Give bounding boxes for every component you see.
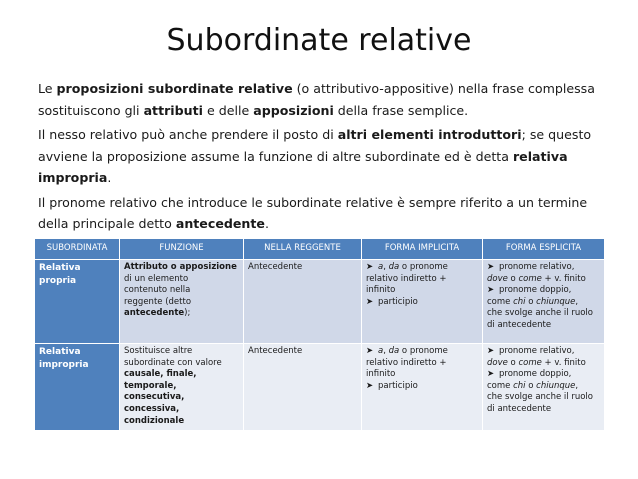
cell-line xyxy=(487,381,600,393)
italic-text: a xyxy=(378,262,384,272)
text: come xyxy=(487,296,514,307)
text: participio xyxy=(378,380,418,391)
text: pronome relativo, xyxy=(499,262,575,272)
cell-funzione xyxy=(120,344,244,431)
cell-line: causale, finale, xyxy=(124,369,197,380)
cell-esplicita xyxy=(483,260,605,344)
cell-line xyxy=(124,308,239,320)
cell-line: di antecedente xyxy=(487,403,552,414)
text: participio xyxy=(378,296,418,307)
cell-line xyxy=(487,369,600,381)
cell-line: relativo indiretto + xyxy=(366,357,447,368)
italic-text: come xyxy=(518,273,542,284)
paragraph-2 xyxy=(38,124,613,189)
cell-line: Sostituisce altre xyxy=(124,346,193,356)
cell-line: Attributo o apposizione xyxy=(124,262,237,272)
bold-text: attributi xyxy=(143,102,203,118)
cell-line xyxy=(487,297,600,309)
cell-subordinata xyxy=(35,260,120,344)
cell-line: di antecedente xyxy=(487,319,552,330)
cell-reggente: Antecedente xyxy=(244,260,362,344)
text: Il nesso relativo può anche prendere il posto di xyxy=(38,127,338,142)
cell-line: reggente (detto xyxy=(124,296,192,307)
text: e delle xyxy=(202,102,254,118)
slide-title: Subordinate relative xyxy=(166,23,472,58)
text: pronome doppio, xyxy=(499,369,572,380)
cell-line xyxy=(366,381,478,393)
cell-line xyxy=(487,262,600,274)
arrow-bullet-icon: ➤ xyxy=(366,346,374,356)
text: ; se questo avviene la proposizione assume la funzione di altre subordinate ed è detta xyxy=(38,127,592,164)
cell-line: impropria xyxy=(39,360,89,370)
text: Il pronome relativo che introduce le subordinate relative è sempre riferito a un termine della principale detto xyxy=(38,194,588,231)
cell-line: infinito xyxy=(366,369,396,380)
arrow-bullet-icon: ➤ xyxy=(487,285,495,296)
arrow-bullet-icon: ➤ xyxy=(487,346,495,356)
cell-line: Relativa xyxy=(39,347,81,357)
italic-text: come xyxy=(518,357,542,368)
cell-line: di un elemento xyxy=(124,273,189,284)
cell-line: Relativa xyxy=(39,263,81,273)
header-funzione: FUNZIONE xyxy=(120,239,244,260)
bold-text: relativa impropria xyxy=(38,148,568,185)
text: , xyxy=(575,296,579,307)
text: o xyxy=(525,380,537,391)
cell-line: propria xyxy=(39,276,77,286)
bold-text: apposizioni xyxy=(253,102,334,118)
cell-subordinata xyxy=(35,344,120,431)
italic-text: chi xyxy=(513,296,526,307)
cell-line xyxy=(487,285,600,297)
italic-text: da xyxy=(388,262,400,272)
cell-line: subordinate con valore xyxy=(124,357,222,368)
bold-text: proposizioni subordinate relative xyxy=(56,81,293,96)
italic-text: da xyxy=(388,346,400,356)
text: o xyxy=(507,273,519,284)
arrow-bullet-icon: ➤ xyxy=(487,262,495,272)
text: pronome relativo, xyxy=(499,346,575,356)
header-forma-implicita: FORMA IMPLICITA xyxy=(362,239,483,260)
text: (o attributivo-appositive) nella frase complessa sostituiscono gli xyxy=(38,81,595,118)
text: Le xyxy=(38,81,57,96)
paragraph-3 xyxy=(38,192,613,235)
header-nella-reggente: NELLA REGGENTE xyxy=(244,239,362,260)
table-row xyxy=(35,260,605,344)
text: + v. finito xyxy=(541,273,586,284)
cell-esplicita xyxy=(483,344,605,431)
italic-text: dove xyxy=(487,357,508,368)
cell-line xyxy=(366,262,478,274)
slide-body xyxy=(38,78,613,238)
cell-line: relativo indiretto + xyxy=(366,273,447,284)
cell-line: temporale, consecutiva, xyxy=(124,380,185,403)
text: pronome doppio, xyxy=(499,285,572,296)
cell-reggente: Antecedente xyxy=(244,344,362,431)
text: della frase semplice. xyxy=(333,102,469,118)
bold-text: antecedente xyxy=(124,308,185,319)
relative-clauses-table xyxy=(34,238,605,431)
text: . xyxy=(264,216,269,231)
arrow-bullet-icon: ➤ xyxy=(366,296,374,307)
cell-line: che svolge anche il ruolo xyxy=(487,392,593,403)
arrow-bullet-icon: ➤ xyxy=(366,380,374,391)
text: + v. finito xyxy=(541,357,586,368)
cell-line xyxy=(366,297,478,309)
cell-implicita xyxy=(362,260,483,344)
table-header-row xyxy=(35,239,605,260)
text: o xyxy=(507,357,519,368)
bold-text: antecedente xyxy=(175,216,265,231)
text: o pronome xyxy=(399,262,448,272)
cell-line xyxy=(487,274,600,286)
table-row xyxy=(35,344,605,431)
text: , xyxy=(575,380,579,391)
bold-text: altri elementi introduttori xyxy=(337,127,522,142)
header-forma-esplicita: FORMA ESPLICITA xyxy=(483,239,605,260)
cell-line xyxy=(487,346,600,358)
text: . xyxy=(107,170,112,185)
cell-line: che svolge anche il ruolo xyxy=(487,308,593,319)
cell-implicita xyxy=(362,344,483,431)
text: , xyxy=(383,262,389,272)
italic-text: dove xyxy=(487,273,508,284)
cell-line: contenuto nella xyxy=(124,285,191,296)
cell-funzione xyxy=(120,260,244,344)
italic-text: chiunque xyxy=(536,296,576,307)
text: o xyxy=(525,296,537,307)
italic-text: chi xyxy=(513,380,526,391)
italic-text: chiunque xyxy=(536,380,576,391)
cell-line: concessiva, condizionale xyxy=(124,403,185,426)
cell-line: infinito xyxy=(366,285,396,296)
text: o pronome xyxy=(399,346,448,356)
header-subordinata: SUBORDINATA xyxy=(35,239,120,260)
text: come xyxy=(487,380,514,391)
paragraph-1 xyxy=(38,78,613,121)
arrow-bullet-icon: ➤ xyxy=(487,369,495,380)
text: ); xyxy=(184,308,191,319)
cell-line xyxy=(487,358,600,370)
text: , xyxy=(383,346,389,356)
italic-text: a xyxy=(378,346,384,356)
cell-line xyxy=(366,346,478,358)
arrow-bullet-icon: ➤ xyxy=(366,262,374,272)
